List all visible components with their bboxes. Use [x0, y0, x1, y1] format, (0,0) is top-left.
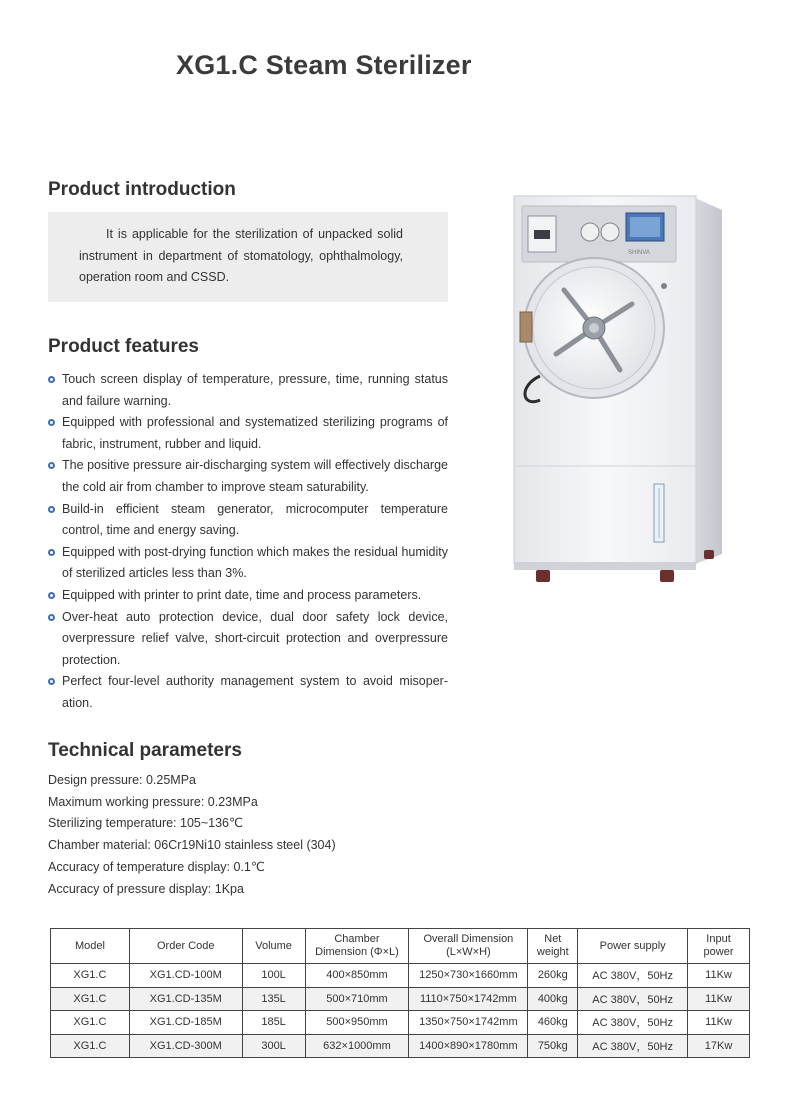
header-power-supply: Power supply — [578, 929, 688, 964]
bullet-icon — [48, 376, 55, 383]
parameter-line: Design pressure: 0.25MPa — [48, 773, 196, 787]
table-header-row — [51, 929, 750, 964]
table-cell: 11Kw — [688, 964, 750, 988]
introduction-text: It is applicable for the sterilization of unpacked solid instrument in department of stomatology, ophthalmology, operation room and CSSD. — [79, 227, 403, 284]
table-cell: 500×950mm — [305, 1011, 409, 1035]
feature-item — [48, 455, 448, 498]
table-cell: 400×850mm — [305, 964, 409, 988]
table-row — [51, 987, 750, 1011]
feature-text: The positive pressure air-discharging system will effectively discharge the cold air from chamber to improve steam saturability. — [62, 458, 448, 494]
table-cell: 1110×750×1742mm — [409, 987, 528, 1011]
bullet-icon — [48, 549, 55, 556]
table-cell: XG1.C — [51, 964, 130, 988]
table-row — [51, 1034, 750, 1058]
technical-parameters-heading: Technical parameters — [48, 740, 242, 761]
table-cell: XG1.C — [51, 987, 130, 1011]
table-cell: XG1.CD-135M — [129, 987, 242, 1011]
feature-item — [48, 542, 448, 585]
parameter-line: Accuracy of temperature display: 0.1℃ — [48, 859, 265, 874]
bullet-icon — [48, 462, 55, 469]
header-chamber-dimension: Chamber Dimension (Φ×L) — [305, 929, 409, 964]
header-net-weight: Net weight — [528, 929, 578, 964]
table-cell: 1400×890×1780mm — [409, 1034, 528, 1058]
feature-text: Equipped with professional and systematized sterilizing programs of fabric, instrument, rubber and liquid. — [62, 415, 448, 451]
bullet-icon — [48, 592, 55, 599]
table-cell: 260kg — [528, 964, 578, 988]
feature-item — [48, 369, 448, 412]
table-cell: AC 380V，50Hz — [578, 1034, 688, 1058]
table-cell: 11Kw — [688, 1011, 750, 1035]
feature-item — [48, 671, 448, 714]
brand-label: SHINVA — [628, 250, 650, 256]
feature-item — [48, 585, 448, 607]
bullet-icon — [48, 419, 55, 426]
table-cell: 460kg — [528, 1011, 578, 1035]
page-title: XG1.C Steam Sterilizer — [176, 50, 472, 80]
bullet-icon — [48, 678, 55, 685]
technical-parameters-list — [48, 770, 336, 900]
table-cell: 11Kw — [688, 987, 750, 1011]
table-cell: 1250×730×1660mm — [409, 964, 528, 988]
table-cell: XG1.CD-100M — [129, 964, 242, 988]
feature-text: Touch screen display of temperature, pressure, time, running status and failure warning. — [62, 372, 448, 408]
parameter-line: Accuracy of pressure display: 1Kpa — [48, 881, 244, 896]
table-cell: 500×710mm — [305, 987, 409, 1011]
feature-item — [48, 499, 448, 542]
table-cell: 185L — [242, 1011, 305, 1035]
specification-table — [50, 928, 750, 1058]
feature-text: Over-heat auto protection device, dual door safety lock device, overpressure relief valve, short-circuit protection and overpressure protection. — [62, 609, 448, 667]
feature-text: Equipped with post-drying function which makes the residual humidity of sterilized articles less than 3%. — [62, 544, 448, 581]
table-cell: 100L — [242, 964, 305, 988]
feature-text: Perfect four-level authority management system to avoid misoperation. — [62, 674, 448, 710]
table-cell: AC 380V，50Hz — [578, 1011, 688, 1035]
table-cell: AC 380V，50Hz — [578, 964, 688, 988]
table-cell: 135L — [242, 987, 305, 1011]
parameter-line: Sterilizing temperature: 105~136℃ — [48, 816, 244, 831]
feature-text: Build-in efficient steam generator, microcomputer temperature control, time and energy saving. — [62, 501, 448, 538]
bullet-icon — [48, 506, 55, 513]
features-list — [48, 369, 448, 715]
table-row — [51, 964, 750, 988]
feature-item — [48, 412, 448, 455]
table-cell: 750kg — [528, 1034, 578, 1058]
feature-item — [48, 607, 448, 672]
introduction-box — [48, 212, 448, 302]
product-features-heading: Product features — [48, 336, 199, 357]
table-cell: XG1.CD-185M — [129, 1011, 242, 1035]
table-cell: XG1.C — [51, 1034, 130, 1058]
table-cell: AC 380V，50Hz — [578, 987, 688, 1011]
bullet-icon — [48, 614, 55, 621]
parameter-line: Maximum working pressure: 0.23MPa — [48, 794, 258, 809]
header-model: Model — [51, 929, 130, 964]
table-cell: 400kg — [528, 987, 578, 1011]
sterilizer-product-image — [500, 186, 730, 596]
table-cell: XG1.C — [51, 1011, 130, 1035]
header-volume: Volume — [242, 929, 305, 964]
header-order-code: Order Code — [129, 929, 242, 964]
table-cell: XG1.CD-300M — [129, 1034, 242, 1058]
product-introduction-heading: Product introduction — [48, 179, 236, 200]
table-row — [51, 1011, 750, 1035]
table-cell: 1350×750×1742mm — [409, 1011, 528, 1035]
table-cell: 17Kw — [688, 1034, 750, 1058]
parameter-line: Chamber material: 06Cr19Ni10 stainless steel (304) — [48, 838, 336, 853]
table-cell: 300L — [242, 1034, 305, 1058]
feature-text: Equipped with printer to print date, time and process parameters. — [62, 587, 422, 602]
header-input-power: Input power — [688, 929, 750, 964]
table-cell: 632×1000mm — [305, 1034, 409, 1058]
header-overall-dimension: Overall Dimension (L×W×H) — [409, 929, 528, 964]
